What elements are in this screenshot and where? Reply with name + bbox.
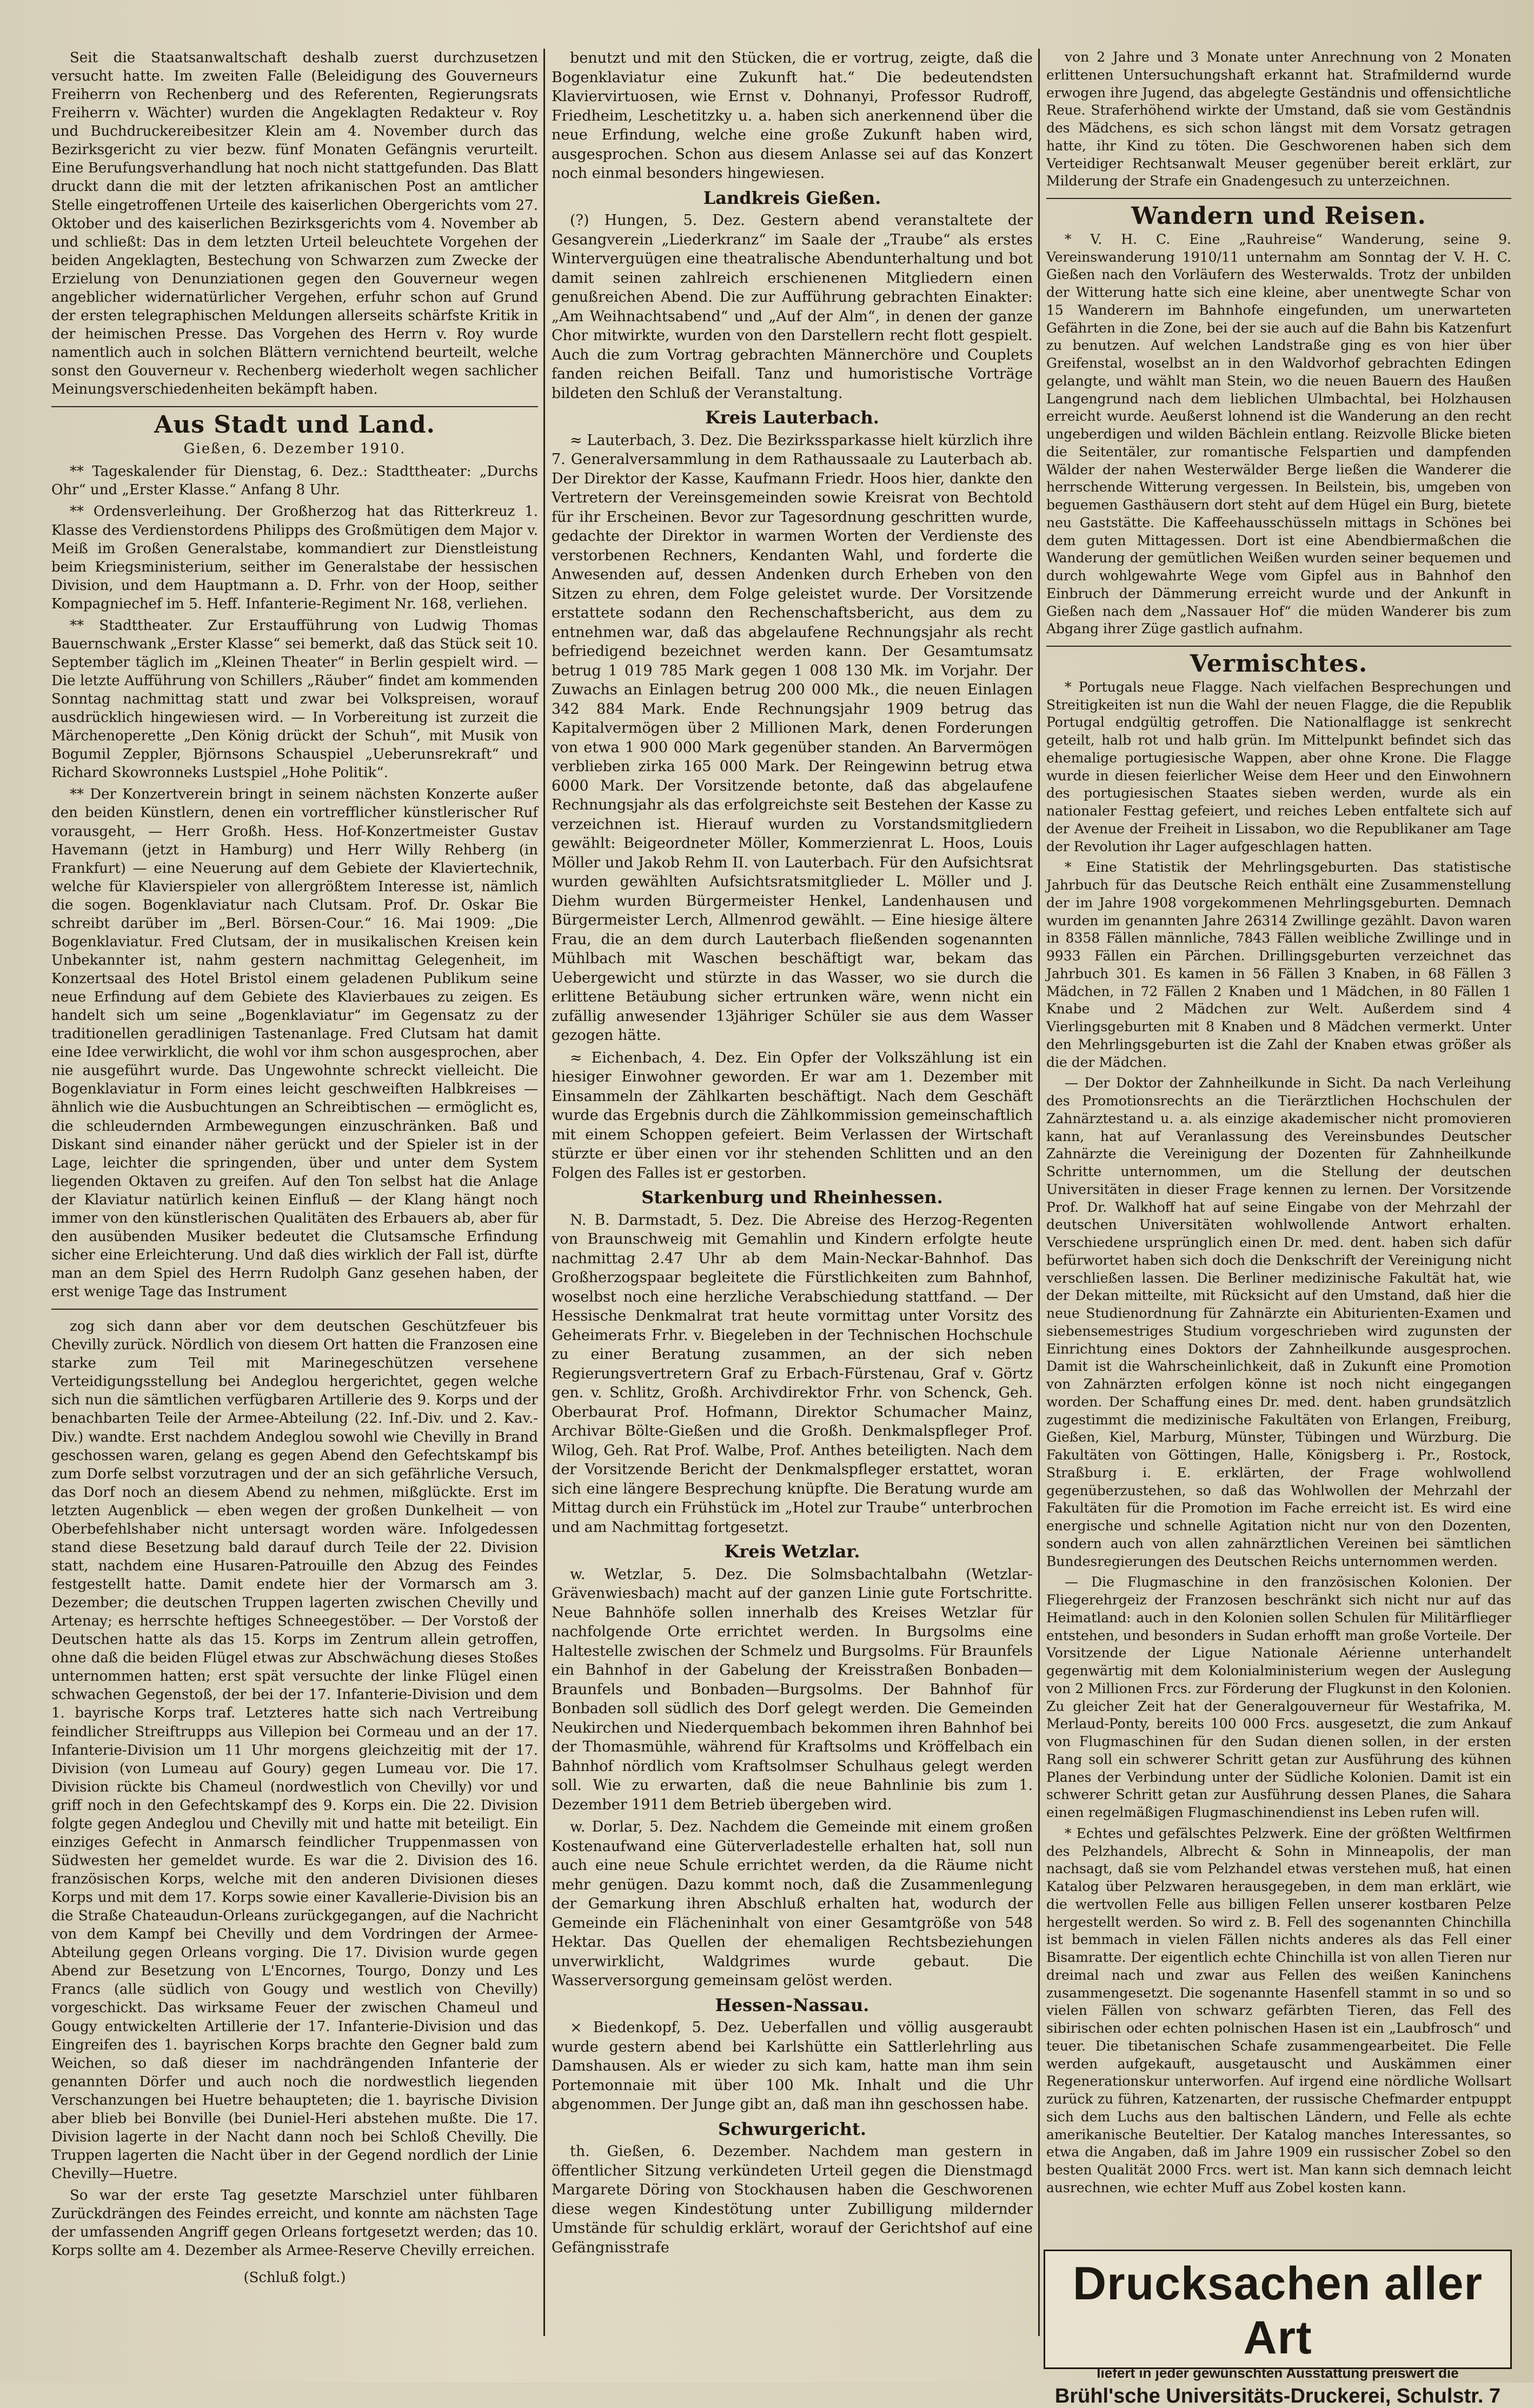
column-rule [543,49,545,2336]
news-item: — Die Flugmaschine in den französischen Kolonien. Der Fliegerehrgeiz der Franzosen beschränkt sich nicht nur auf das Heimatland: auch in den Kolonien sollen Schulen für Militärflieger entstehen, und besonders in Sudan erhofft man große Vorteile. Der Vorsitzende der Ligue Nationale Aérienne unterhandelt gegenwärtig mit dem Kolonialministerium wegen der Auslegung von 2 Millionen Frcs. zur Förderung der Flugkunst in den Kolonien. Zu gleicher Zeit hat der Generalgouverneur für Westafrika, M. Merlaud-Ponty, bereits 100 000 Frcs. ausgesetzt, die zum Ankauf von Flugmaschinen für den Sudan dienen sollen, in der ersten Rang soll ein schwerer Schritt getan zur Ausführung des kühnen Planes der Verbindung unter der Südliche Kolonien. Damit ist ein schwerer Schritt getan zur Ausführung dessen Planes, die Sahara einen regelmäßigen Flugmaschinendienst ins Leben rufen will. [1046,1574,1511,1820]
news-item: * Echtes und gefälschtes Pelzwerk. Eine der größten Weltfirmen des Pelzhandels, Albrecht & Sohn in Minneapolis, der man nachsagt, daß sie vom Pelzhandel etwas verstehen muß, hat einen Katalog über Pelzwaren herausgegeben, in dem man erklärt, wie die wertvollen Felle aus billigen Fellen unserer kostbaren Pelze hergestellt werden. So wird z. B. Fell des sogenannten Chinchilla ist bemmach in vielen Fällen nichts anderes als das Fell einer Bisamratte. Der eigentlich echte Chinchilla ist von allen Tieren nur dreimal nach und zwar aus Fellen des weißen Kaninchens zusammengesetzt. Die sogenannte Hasenfell stammt in so und so vielen Fällen von schwarz gefärbten Tieren, das Fell des sibirischen oder echten polnischen Hasen ist ein „Laubfrosch“ und teuer. Die tibetanischen Schafe zusammengearbeitet. Die Felle werden aufgekauft, ausgetauscht und Auskämmen einer Regenerationskur unterworfen. Auf irgend eine nördliche Wollsart zurück zu führen, Katzenarten, der russische Chefmarder entpuppt sich dem Luchs aus den baltischen Ländern, und Felle als echte amerikanische Beuteltier. Der Katalog manches Interessantes, so etwa die Angaben, daß im Jahre 1909 ein russischer Zobel so den besten Qualität 2000 Frcs. wert ist. Man kann sich demnach leicht ausrechnen, wie echter Muff aus Zobel kosten kann. [1046,1825,1511,2195]
news-item: ≈ Lauterbach, 3. Dez. Die Bezirkssparkasse hielt kürzlich ihre 7. Generalversammlung in dem Rathaussaale zu Lauterbach ab. Der Direktor der Kasse, Kaufmann Friedr. Hoos hier, dankte den Vertretern der Vereinsgemeinden sowie Kreisrat von Bechtold für ihr Erscheinen. Bevor zur Tagesordnung geschritten wurde, gedachte der Direktor in warmen Worten der Verdienste des verstorbenen Rechners, Kendanten Wahl, und forderte die Anwesenden auf, dessen Andenken durch Erheben von den Sitzen zu ehren, dem Folge geleistet wurde. Der Vorsitzende erstattete sodann den Rechenschaftsbericht, aus dem zu entnehmen war, daß das abgelaufene Rechnungsjahr als recht befriedigend bezeichnet werden kann. Der Gesamtumsatz betrug 1 019 785 Mark gegen 1 008 130 Mk. im Vorjahr. Der Zuwachs an Einlagen betrug 200 000 Mk., die neuen Einlagen 342 884 Mark. Ende Rechnungsjahr 1909 betrug das Kapitalvermögen über 2 Millionen Mark, denen Forderungen von etwa 1 900 000 Mark gegenüber standen. An Barvermögen verblieben zirka 165 000 Mark. Der Reingewinn betrug etwa 6000 Mark. Der Vorsitzende betonte, daß das abgelaufene Rechnungsjahr als das erfolgreichste seit Bestehen der Kasse zu verzeichnen ist. Hierauf wurden zu Vorstandsmitgliedern gewählt: Beigeordneter Möller, Kommerzienrat L. Hoos, Louis Möller und Jakob Rehm II. von Lauterbach. Für den Aufsichtsrat wurden gewählten Aufsichtsratsmitglieder L. Möller und J. Diehm wurden Bürgermeister Henkel, Landenhausen und Bürgermeister Lerch, Allmenrod gewählt. — Eine hiesige ältere Frau, die an dem durch Lauterbach fließenden sogenannten Mühlbach mit Waschen beschäftigt war, bekam das Uebergewicht und stürzte in das Wasser, wo sie durch die erlittene Betäubung sicher ertrunken wäre, wenn nicht ein zufällig anwesender 13jähriger Schüler sie aus dem Wasser gezogen hätte. [552,432,1033,1044]
column-left [51,49,538,2287]
section-title: Vermischtes. [1190,650,1368,678]
column-rule [1038,49,1040,2336]
news-item: * V. H. C. Eine „Rauhreise“ Wanderung, seine 9. Vereinswanderung 1910/11 unternahm am Sonntag der V. H. C. Gießen nach den Vorläufern des Westerwalds. Trotz der unbilden der Witterung hatte sich eine kleine, aber unentwegte Schar von 15 Wanderern im Bahnhofe eingefunden, um unerwarteten Gefährten in die Zone, bei der sie auch auf die Bahn bis Katzenfurt zu benutzen. Auf welchen Landstraße ging es von hier über Greifenstal, woselbst an in den Waldvorhof gebrachten Edingen gelangte, und wählt man Stein, wo die neuen Bauern des Haußen Langengrund nach dem lieblichen Ulmbachtal, bei Holzhausen erreicht wurde. Aeußerst lohnend ist die Wanderung an den recht ungeberdigen und wilden Bächlein entlang. Reizvolle Blicke bieten die Seitentäler, zur romantische Felspartien und dampfenden Wälder der nahen Westerwälder Berge ließen die Wanderer die herrschende Witterung vergessen. In Beilstein, bis, umgeben von beguemen Gasthäusern dort steht auf dem Hügel ein Burg, bietete neu Gaststätte. Die Kaffeehausschüsseln mittags in Schönes bei dem guten Mittagessen. Dort ist eine Abendbiermaßchen die Wanderung der gemütlichen Weißen wurden seiner bequemen und durch wohlgewahrte Wege vom Gipfel aus in Bahnhof den Einbruch der Dämmerung erreicht wurde und der Ankunft in Gießen nach dem „Nassauer Hof“ die müden Wanderer bis zum Abgang ihrer Züge gastlich aufnahm. [1046,231,1511,637]
region-heading: Kreis Lauterbach. [705,407,879,428]
region-heading: Hessen-Nassau. [715,1994,869,2015]
news-item: (?) Hungen, 5. Dez. Gestern abend veranstaltete der Gesangverein „Liederkranz“ im Saale der „Traube“ als erstes Winterverguügen eine theatralische Abendunterhaltung und bot damit seinen zahlreich erschienenen Mitgliedern einen genußreichen Abend. Die zur Aufführung gebrachten Einakter: „Am Weihnachtsabend“ und „Auf der Alm“, in denen der ganze Chor mitwirkte, wurden von den Darstellern recht flott gespielt. Auch die zum Vortrag gebrachten Männerchöre und Couplets fanden reichen Beifall. Tanz und humoristische Vorträge bildeten den Schluß der Veranstaltung. [552,212,1033,402]
continued-note: (Schluß folgt.) [243,2270,346,2286]
article-text: benutzt und mit den Stücken, die er vortrug, zeigte, daß die Bogenklaviatur eine Zukunft hat.“ Die bedeutendsten Klaviervirtuosen, wie Ernst v. Dohnanyi, Professor Rudroff, Friedheim, Leschetitzky u. a. haben sich anerkennend über die neue Erfindung, welche eine große Zukunft haben wird, ausgesprochen. Schon aus diesem Anlasse sei auf das Konzert noch einmal besonders hingewiesen. [552,50,1033,182]
news-item: ** Tageskalender für Dienstag, 6. Dez.: Stadttheater: „Durchs Ohr“ und „Erster Klasse.“ Anfang 8 Uhr. [51,463,538,499]
news-item: w. Dorlar, 5. Dez. Nachdem die Gemeinde mit einem großen Kostenaufwand eine Güterverladestelle erhalten hat, soll nun auch eine neue Schule errichtet werden, da die Räume nicht mehr genügen. Dazu kommt noch, daß die Zusammenlegung der Gemarkung ihren Abschluß erhalten hat, wodurch der Gemeinde ein Flächeninhalt von einer Gesamtgröße von 548 Hektar. Das Quellen der ehemaligen Rechtsbeziehungen unverwirklicht, Waldgrimes wurde gebaut. Die Wasserversorgung gemeinsam gelöst werden. [552,1819,1033,1989]
news-item: w. Wetzlar, 5. Dez. Die Solmsbachtalbahn (Wetzlar-Grävenwiesbach) macht auf der ganzen Linie gute Fortschritte. Neue Bahnhöfe sollen innerhalb des Kreises Wetzlar für nachfolgende Orte errichtet werden. In Burgsolms eine Haltestelle zwischen der Schmelz und Burgsolms. Für Braunfels ein Bahnhof in der Gabelung der Kreisstraßen Bonbaden—Braunfels und Bonbaden—Burgsolms. Der Bahnhof für Bonbaden soll südlich des Dorf gelegt werden. Die Gemeinden Neukirchen und Niederquembach bekommen ihren Bahnhof bei der Thomasmühle, während für Kraftsolms und Kröffelbach ein Bahnhof nördlich vom Kraftsolmser Schulhaus gelegt werden soll. Wie zu erwarten, daß die neue Bahnlinie bis zum 1. Dezember 1911 dem Betrieb übergeben wird. [552,1565,1033,1813]
news-item: th. Gießen, 6. Dezember. Nachdem man gestern in öffentlicher Sitzung verkündeten Urteil gegen die Dienstmagd Margarete Döring von Stockhausen haben die Geschworenen diese wegen Kindestötung unter Zubilligung mildernder Umstände für schuldig erklärt, worauf der Gerichtshof auf eine Gefängnisstrafe [552,2143,1033,2256]
article-text: So war der erste Tag gesetzte Marschziel unter fühlbaren Zurückdrängen des Feindes erreicht, und konnte am nächsten Tage der umfassenden Angriff gegen Orleans fortgesetzt werden; das 10. Korps sollte am 4. Dezember als Armee-Reserve Chevilly erreichen. [51,2187,538,2259]
news-item: ** Der Konzertverein bringt in seinem nächsten Konzerte außer den beiden Künstlern, denen ein vortrefflicher künstlerischer Ruf vorausgeht, — Herr Großh. Hess. Hof-Konzertmeister Gustav Havemann (jetzt in Hamburg) und Herr Willy Rehberg (in Frankfurt) — eine Neuerung auf dem Gebiete der Klaviertechnik, welche für Klavierspieler von allergrößtem Interesse ist, nämlich die sogen. Bogenklaviatur nach Clutsam. Prof. Dr. Oskar Bie schreibt darüber im „Berl. Börsen-Cour.“ 16. Mai 1909: „Die Bogenklaviatur. Fred Clutsam, der in musikalischen Kreisen kein Unbekannter ist, nahm gestern nachmittag Gelegenheit, im Konzertsaal des Hotel Bristol einem geladenen Publikum seine neue Erfindung auf dem Gebiete des Klavierbaues zu zeigen. Es handelt sich um seine „Bogenklaviatur“ im Gegensatz zu der traditionellen geradlinigen Tastenanlage. Fred Clutsam hat damit eine Idee verwirklicht, die wohl vor ihm schon ausgesprochen, aber nie ausgeführt wurde. Das Ungewohnte schreckt vielleicht. Die Bogenklaviatur in Form eines leicht geschweiften Halbkreises — ähnlich wie die Ausbuchtungen an Schreibtischen — ermöglicht es, die schleudernden Armbewegungen einzuschränken. Baß und Diskant sind einander näher gerückt und der Spieler ist in der Lage, leichter die springenden, über und unter dem System liegenden Oktaven zu greifen. Auf den Ton selbst hat die Anlage der Klaviatur natürlich keinen Einfluß — der Klang hängt noch immer von den künstlerischen Qualitäten des Erbauers ab, aber für den ausübenden Musiker bedeutet die Clutsamsche Erfindung sicher eine Erleichterung. Und daß dies wirklich der Fall ist, dürfte man an dem Spiel des Herrn Rudolph Ganz gesehen haben, der erst wenige Tage das Instrument [51,786,538,1301]
news-item: * Eine Statistik der Mehrlingsgeburten. Das statistische Jahrbuch für das Deutsche Reich enthält eine Zusammenstellung der im Jahre 1908 vorgekommenen Mehrlingsgeburten. Demnach wurden im genannten Jahre 26314 Zwillinge gezählt. Davon waren in 8358 Fällen männliche, 7843 Fällen weibliche Zwillinge und in 9933 Fällen ein Pärchen. Drillingsgeburten verzeichnet das Jahrbuch 301. Es kamen in 56 Fällen 3 Knaben, in 68 Fällen 3 Mädchen, in 72 Fällen 2 Knaben und 1 Mädchen, in 80 Fällen 1 Knabe und 2 Mädchen zur Welt. Außerdem sind 4 Vierlingsgeburten mit 8 Knaben und 8 Mädchen vermerkt. Unter den Mehrlingsgeburten ist die Zahl der Knaben etwas größer als die der Mädchen. [1046,859,1511,1070]
article-text: zog sich dann aber vor dem deutschen Geschützfeuer bis Chevilly zurück. Nördlich von diesem Ort hatten die Franzosen eine starke zum Teil mit Marinegeschützen versehene Verteidigungsstellung bei Andeglou hergerichtet, gegen welche sich nun die sämtlichen verfügbaren Artillerie des 9. Korps und der benachbarten Teile der Armee-Abteilung (22. Inf.-Div. und 2. Kav.-Div.) wandte. Erst nachdem Andeglou sowohl wie Chevilly in Brand geschossen waren, gelang es gegen Abend den Gefechtskampf bis zum Dorfe selbst vorzutragen und der an sich gefährliche Versuch, das Dorf noch an diesem Abend zu nehmen, mißglückte. Erst im letzten Augenblick — eben wegen der großen Dunkelheit — von Oberbefehlshaber nicht untersagt worden wäre. Infolgedessen stand diese Besetzung bald darauf durch Teile der 22. Division statt, nachdem eine Husaren-Patrouille den Abzug des Feindes festgestellt hatte. Damit endete hier der Vormarsch am 3. Dezember; die deutschen Truppen lagerten zwischen Chevilly und Artenay; es herrschte heftiges Schneegestöber. — Der Vorstoß der Deutschen hatte als das 15. Korps im Zentrum allein getroffen, ohne daß die beiden Flügel etwas zur Abschwächung dieses Stoßes unternommen hatten; erst spät versuchte der linke Flügel einen schwachen Gegenstoß, der bei der 17. Infanterie-Division und dem 1. bayrische Korps traf. Letzteres hatte sich nach Vertreibung feindlicher Streiftrupps aus Villepion bei Cormeau und an der 17. Infanterie-Division um 11 Uhr morgens gleichzeitig mit der 17. Division (von Lumeau auf Goury) gegen Lumeau vor. Die 17. Division rückte bis Chameul (nordwestlich von Chevilly) vor und griff noch in den Gefechtskampf des 9. Korps ein. Die 22. Division folgte gegen Andeglou und Chevilly mit und hatte mit beteiligt. Ein einziges Gefecht in Anmarsch feindlicher Truppenmassen von Südwesten her gemeldet wurde. Es war die 2. Division des 16. französischen Korps, welche mit den anderen Divisionen dieses Korps und mit dem 17. Korps sowie einer Kavallerie-Division bis an die Straße Chateaudun-Orleans zurückgegangen, auf die Nachricht von dem Kampf bei Chevilly und dem Vordringen der Armee-Abteilung gegen Orleans vorging. Die 17. Division wurde gegen Abend zur Besetzung von L'Encornes, Tourgo, Donzy und Les Francs (alle südlich von Gougy und westlich von Chevilly) vorgeschickt. Das wirksame Feuer der zwischen Chameul und Gougy entwickelten Artillerie der 17. Infanterie-Division und das Eingreifen des 1. bayrischen Korps brachte den Gegner bald zum Weichen, so daß dieser im nachdrängenden Infanterie der genannten Dörfer und auch noch die nordwestlich liegenden Verschanzungen bei Huetre behaupteten; die 1. bayrische Division aber blieb bei Bonville (bei Duniel-Heri abstehen mußte. Die 17. Division lagerte in der Nacht dann noch bei Schloß Chevilly. Die Truppen lagerten die Nacht über in der Gegend nordlich der Linie Chevilly—Huetre. [51,1318,538,2182]
region-heading: Starkenburg und Rheinhessen. [641,1187,943,1208]
column-middle [552,49,1033,2260]
article-text: von 2 Jahre und 3 Monate unter Anrechnung von 2 Monaten erlittenen Untersuchungshaft erkannt hat. Strafmildernd wurde erwogen ihre Jugend, das abgelegte Geständnis und offensichtliche Reue. Straferhöhend wirkte der Umstand, daß sie vom Geständnis des Mädchens, es sich schon längst mit dem Vorsatz getragen hatte, ihr Kind zu töten. Die Geschworenen haben sich dem Verteidiger Rechtsanwalt Meuser gegenüber bereit erklärt, zur Milderung der Strafe ein Gnadengesuch zu unterzeichnen. [1046,49,1511,189]
divider [51,406,538,407]
news-item: — Der Doktor der Zahnheilkunde in Sicht. Da nach Verleihung des Promotionsrechts an die Tierärztlichen Hochschulen der Zahnärztestand u. a. als einzige akademischer nicht promovieren kann, hat auf Veranlassung des Vereinsbundes Deutscher Zahnärzte die Vereinigung der Dozenten für Zahnheilkunde Schritte unternommen, um die Stellung der deutschen Universitäten in dieser Frage kennen zu lernen. Der Vorsitzende Prof. Dr. Walkhoff hat auf seine Eingabe von der Mehrzahl der deutschen Universitäten wohlwollende Antwort erhalten. Verschiedene ursprünglich einen Dr. med. dent. haben sich dafür befürwortet haben sich doch die Denkschrift der Vereinigung nicht verschließen lassen. Die Berliner medizinische Fakultät hat, wie der Dekan mitteilte, mit Rücksicht auf den Umstand, daß hier die neue Studienordnung für Zahnärzte ein Abiturienten-Examen und siebensemestriges Studium vorgeschrieben wird zugunsten der Einrichtung eines Doktors der Zahnheilkunde ausgesprochen. Damit ist die Wahrscheinlichkeit, daß in Zukunft eine Promotion von Zahnärzten erfolgen könne ist noch nicht eingegangen worden. Der Schaffung eines Dr. med. dent. haben grundsätzlich zugestimmt die medizinische Fakultäten von Erlangen, Freiburg, Gießen, Kiel, Marburg, Münster, Tübingen und Würzburg. Die Fakultäten von Göttingen, Halle, Königsberg i. Pr., Rostock, Straßburg i. E. erklärten, der Frage wohlwollend gegenüberzustehen, so daß das Wohlwollen der Mehrzahl der Fakultäten für die Promotion im Fache erreicht ist. Es wird eine energische und schnelle Agitation nicht nur von den Dozenten, sondern auch von allen zahnärztlichen Vereinen bei sämtlichen Bundesregierungen des Deutschen Reichs unternommen werden. [1046,1075,1511,1569]
news-item: ≈ Eichenbach, 4. Dez. Ein Opfer der Volkszählung ist ein hiesiger Einwohner geworden. Er war am 1. Dezember mit Einsammeln der Zählkarten beschäftigt. Nach dem Geschäft wurde das Ergebnis durch die Zählkommission gemeinschaftlich mit einem Schoppen gefeiert. Beim Verlassen der Wirtschaft stürzte er über einen vor ihr stehenden Schlitten und an den Folgen des Falles ist er gestorben. [552,1049,1033,1182]
region-heading: Landkreis Gießen. [703,187,881,208]
region-heading: Schwurgericht. [718,2118,866,2139]
section-title: Wandern und Reisen. [1131,202,1426,230]
column-right [1046,49,1511,2200]
news-item: ** Ordensverleihung. Der Großherzog hat das Ritterkreuz 1. Klasse des Verdienstordens Philipps des Großmütigen dem Major v. Meiß im Großen Generalstabe, kommandiert zur Dienstleistung beim Kriegsministerium, seither im Generalstabe der hessischen Division, und dem Hauptmann a. D. Frhr. von der Hoop, seither Kompagniechef im 5. Heff. Infanterie-Regiment Nr. 168, verliehen. [51,503,538,612]
news-item: * Portugals neue Flagge. Nach vielfachen Besprechungen und Streitigkeiten ist nun die Wahl der neuen Flagge, die die Republik Portugal endgültig getroffen. Die Nationalflagge ist senkrecht geteilt, halb rot und halb grün. Im Mittelpunkt befindet sich das ehemalige portugiesische Wappen, aber ohne Krone. Die Flagge wurde in diesen feierlicher Weise dem Heer und den Einwohnern des portugiesischen Staates sieben werden, wurde als ein nationaler Festtag gefeiert, und reiches Leben entfaltete sich auf der Avenue der Freiheit in Lissabon, wo die Republikaner am Tage der Revolution ihr Lager aufgeschlagen hatten. [1046,679,1511,854]
section-title: Aus Stadt und Land. [154,411,435,439]
divider [1046,646,1511,647]
news-item: N. B. Darmstadt, 5. Dez. Die Abreise des Herzog-Regenten von Braunschweig mit Gemahlin und Kindern erfolgte heute nachmittag 2.47 Uhr ab dem Main-Neckar-Bahnhof. Das Großherzogspaar begleitete die Fürstlichkeiten zum Bahnhof, woselbst noch eine herzliche Verabschiedung stattfand. — Der Hessische Denkmalrat trat heute vormittag unter Vorsitz des Geheimerats Frhr. v. Biegeleben in der Technischen Hochschule zu einer Beratung zusammen, an der sich neben Regierungsvertretern Graf zu Erbach-Fürstenau, Graf v. Görtz gen. v. Schlitz, Großh. Archivdirektor Frhr. von Schenck, Geh. Oberbaurat Prof. Hofmann, Direktor Schumacher Mainz, Archivar Bölte-Gießen und die Großh. Denkmalspfleger Prof. Wilog, Geh. Rat Prof. Walbe, Prof. Anthes beteiligten. Nach dem der Vorsitzende Bericht der Denkmalspfleger erstattet, woran sich eine längere Besprechung knüpfte. Die Beratung wurde am Mittag durch ein Frühstück im „Hotel zur Traube“ unterbrochen und am Nachmittag fortgesetzt. [552,1211,1033,1536]
advertisement [1044,2250,1512,2407]
divider [51,1309,538,1310]
ad-line: Brühl'sche Universitäts-Druckerei, Schulstr. 7 [1054,2385,1501,2407]
news-item: ** Stadttheater. Zur Erstaufführung von Ludwig Thomas Bauernschwank „Erster Klasse“ sei bemerkt, daß das Stück seit 10. September täglich im „Kleinen Theater“ in Berlin gespielt wird. — Die letzte Aufführung von Schillers „Räuber“ findet am kommenden Sonntag nachmittag statt und zwar bei Volkspreisen, worauf ausdrücklich hingewiesen wird. — In Vorbereitung ist zurzeit die Märchenoperette „Den König drückt der Schuh“, mit Musik von Bogumil Zeppler, Björnsons Schauspiel „Ueberunsrekraft“ und Richard Skowronneks Lustspiel „Hohe Politik“. [51,617,538,781]
article-text: Seit die Staatsanwaltschaft deshalb zuerst durchzusetzen versucht hatte. Im zweiten Falle (Beleidigung des Gouverneurs Freiherrn von Rechenberg und des Referenten, Regierungsrats Freiherrn v. Wächter) wurden die Angeklagten Redakteur v. Roy und Buchdruckereibesitzer Klein am 4. November durch das Bezirksgericht zu vier bezw. fünf Monaten Gefängnis verurteilt. Eine Berufungsverhandlung hat noch nicht stattgefunden. Das Blatt druckt dann die mit der letzten afrikanischen Post an amtlicher Stelle eingetroffenen Urteile des kaiserlichen Obergerichts vom 27. Oktober und des kaiserlichen Bezirksgerichts vom 4. November ab und schließt: Das in dem letzten Urteil beleuchtete Vorgehen der beiden Angeklagten, Bestechung von Schwarzen zum Zwecke der Erzielung von Denunziationen gegen den Gouverneur wegen angeblicher widernatürlicher Vergehen, erfuhr schon auf Grund der ersten telegraphischen Meldungen allerseits schärfste Kritik in der heimischen Presse. Das Vorgehen des Herrn v. Roy wurde namentlich auch in solchen Blättern vernichtend beurteilt, welche sonst den Gouverneur v. Rechenberg wiederholt wegen sachlicher Meinungsverschiedenheiten bekämpft haben. [51,50,538,398]
dateline: Gießen, 6. Dezember 1910. [183,441,406,457]
news-item: × Biedenkopf, 5. Dez. Ueberfallen und völlig ausgeraubt wurde gestern abend bei Karlshütte ein Sattlerlehrling aus Damshausen. Als er wieder zu sich kam, hatte man ihm sein Portemonnaie mit über 100 Mk. Inhalt und die Uhr abgenommen. Der Junge gibt an, daß man ihn geschossen habe. [552,2019,1033,2113]
region-heading: Kreis Wetzlar. [724,1541,860,1562]
divider [1046,198,1511,199]
ad-line: liefert in jeder gewünschten Ausstattung preiswert die [1097,2365,1459,2381]
ad-title: Drucksachen aller Art [1073,2258,1483,2364]
